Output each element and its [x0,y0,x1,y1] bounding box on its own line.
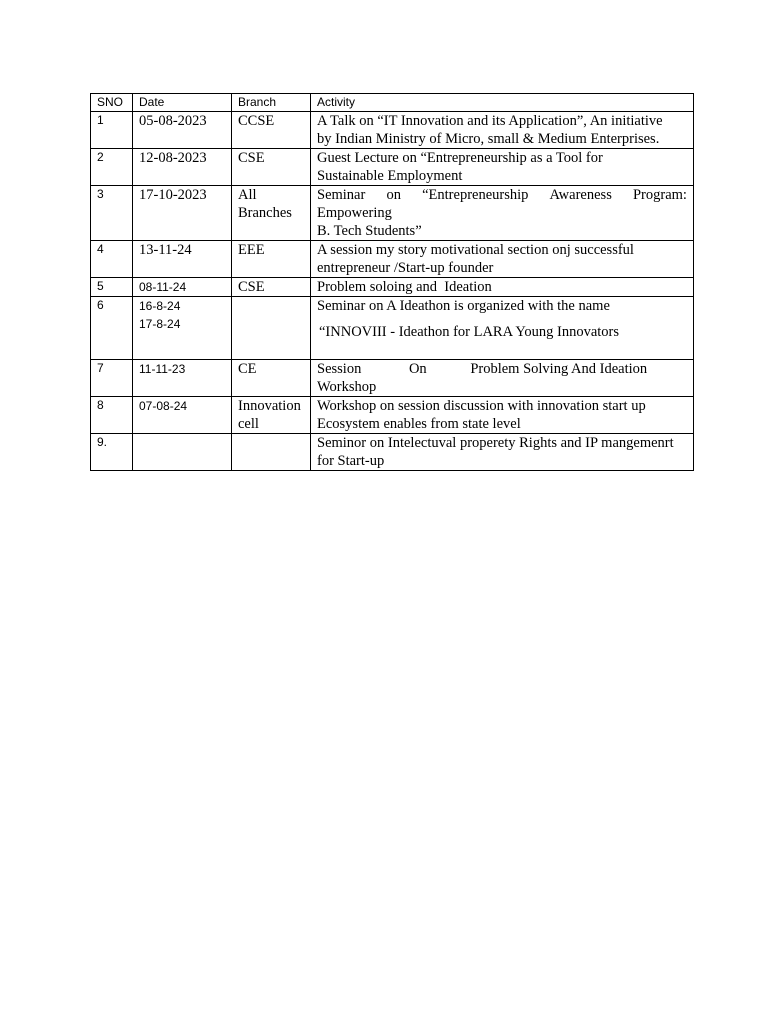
activity-line: Workshop on session discussion with innovation start up [317,398,646,414]
branch-cell: CCSE [232,112,311,149]
table-row [91,278,694,297]
date-cell [133,434,232,471]
date-cell: 07-08-24 [133,397,232,434]
branch-line: cell [238,416,259,432]
branch-cell [232,297,311,360]
table-row [91,397,694,434]
sno-cell: 9. [91,434,133,471]
activity-line: Workshop [317,379,377,395]
sno-cell: 8 [91,397,133,434]
activity-line: Seminar on A Ideathon is organized with the name [317,298,610,314]
activity-word: on [386,187,401,203]
header-sno: SNO [91,94,133,112]
sno-cell: 2 [91,149,133,186]
activities-table [90,93,694,471]
activity-word: Program: [632,187,687,203]
header-branch: Branch [232,94,311,112]
activity-cell [311,149,694,186]
date-cell: 08-11-24 [133,278,232,297]
header-row [91,94,694,112]
activity-word: On [408,361,427,377]
date-cell [133,297,232,360]
activity-line: by Indian Ministry of Micro, small & Medium Enterprises. [317,131,660,147]
activity-cell [311,112,694,149]
activity-cell [311,241,694,278]
date-line: 17-8-24 [139,317,181,331]
activity-line: Empowering [317,205,392,221]
activity-word: Awareness [549,187,612,203]
activity-line: entrepreneur /Start-up founder [317,260,494,276]
date-cell: 05-08-2023 [133,112,232,149]
table-row [91,186,694,241]
table-row [91,434,694,471]
branch-cell: CSE [232,278,311,297]
date-cell: 13-11-24 [133,241,232,278]
sno-cell: 3 [91,186,133,241]
activity-word: “Entrepreneurship [422,187,529,203]
activity-cell [311,278,694,297]
activity-line: Problem soloing and Ideation [317,279,492,295]
header-activity: Activity [311,94,694,112]
branch-cell [232,186,311,241]
date-cell: 11-11-23 [133,360,232,397]
activity-word: Session [317,361,362,377]
branch-line: Branches [238,205,292,221]
branch-cell: EEE [232,241,311,278]
activity-line [317,186,687,204]
header-date: Date [133,94,232,112]
sno-cell: 4 [91,241,133,278]
activity-cell [311,434,694,471]
activity-line: for Start-up [317,453,385,469]
activity-cell [311,186,694,241]
date-cell: 12-08-2023 [133,149,232,186]
activity-line: A session my story motivational section onj successful [317,242,634,258]
table-row [91,241,694,278]
activity-word: Seminar [317,187,366,203]
activity-line: Sustainable Employment [317,168,463,184]
sno-cell: 6 [91,297,133,360]
table-row [91,297,694,360]
branch-line: Innovation [238,398,301,414]
activity-word: Problem Solving And Ideation [470,361,648,377]
sno-cell: 7 [91,360,133,397]
branch-cell [232,397,311,434]
activity-cell [311,397,694,434]
table-row [91,112,694,149]
branch-cell: CE [232,360,311,397]
activity-line: Ecosystem enables from state level [317,416,521,432]
activity-cell [311,297,694,360]
activity-line: A Talk on “IT Innovation and its Application”, An initiative [317,113,663,129]
activity-line: Seminor on Intelectuval properety Rights and IP mangemenrt [317,435,674,451]
activity-line: Guest Lecture on “Entrepreneurship as a Tool for [317,150,603,166]
branch-cell [232,434,311,471]
activity-line [317,360,687,378]
activity-line: B. Tech Students” [317,223,422,239]
activity-line: “INNOVIII - Ideathon for LARA Young Innovators [319,324,620,340]
table-row [91,360,694,397]
branch-cell: CSE [232,149,311,186]
table-row [91,149,694,186]
sno-cell: 1 [91,112,133,149]
activity-cell [311,360,694,397]
sno-cell: 5 [91,278,133,297]
branch-line: All [238,187,257,203]
date-line: 16-8-24 [139,299,181,313]
date-cell: 17-10-2023 [133,186,232,241]
